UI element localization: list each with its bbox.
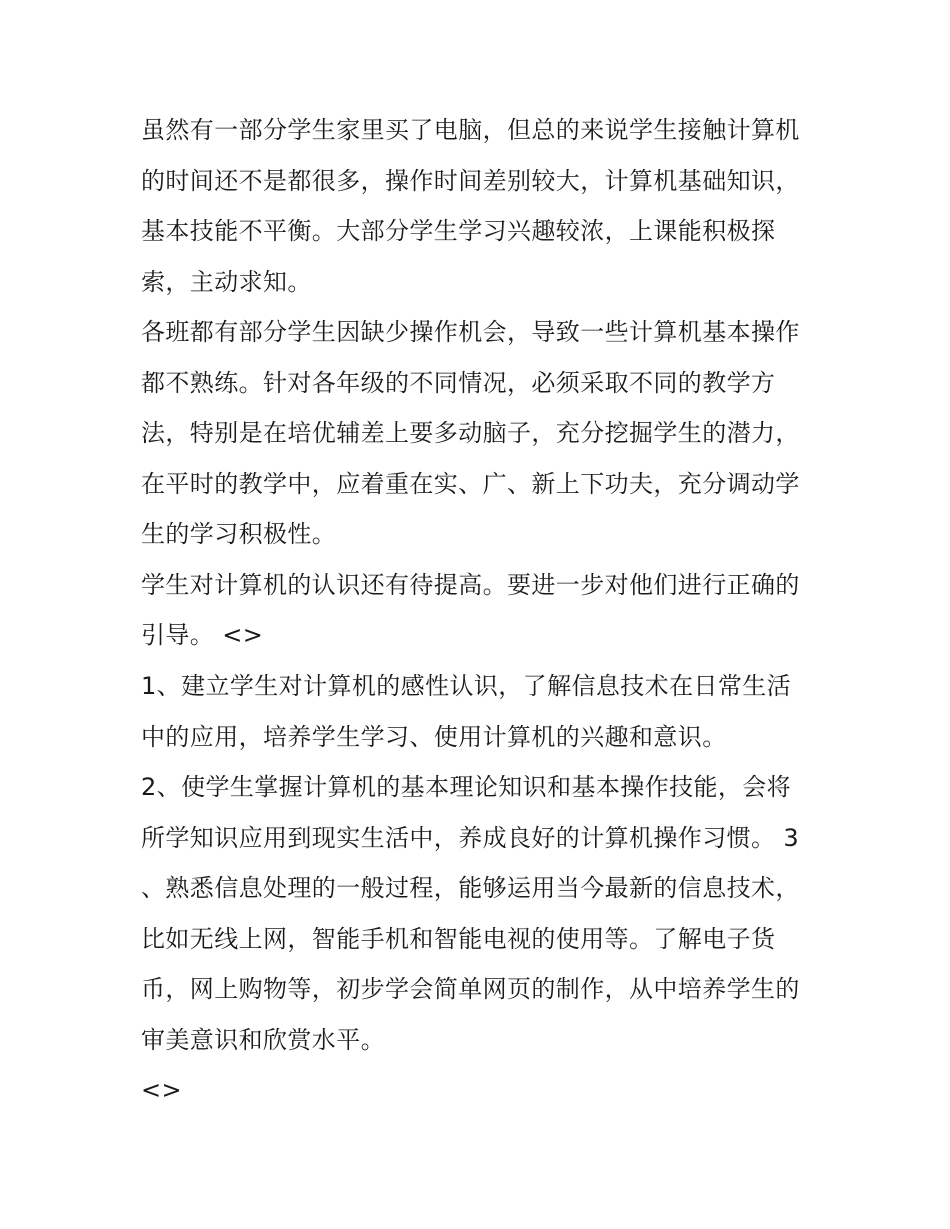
text-line: 审美意识和欣赏水平。 bbox=[141, 1026, 385, 1054]
text-line: 引导。 <> bbox=[141, 621, 264, 649]
text-line: 索，主动求知。 bbox=[141, 268, 312, 296]
text-line: 在平时的教学中，应着重在实、广、新上下功夫，充分调动学 bbox=[141, 470, 800, 498]
text-line: 1、建立学生对计算机的感性认识，了解信息技术在日常生活 bbox=[141, 672, 792, 700]
text-line: 2、使学生掌握计算机的基本理论知识和基本操作技能，会将 bbox=[141, 773, 792, 801]
text-line: 虽然有一部分学生家里买了电脑，但总的来说学生接触计算机 bbox=[141, 116, 800, 144]
text-line: 的时间还不是都很多，操作时间差别较大，计算机基础知识， bbox=[141, 167, 800, 195]
text-line: 中的应用，培养学生学习、使用计算机的兴趣和意识。 bbox=[141, 723, 727, 751]
text-line: 基本技能不平衡。大部分学生学习兴趣较浓，上课能积极探 bbox=[141, 217, 776, 245]
text-line: 、熟悉信息处理的一般过程，能够运用当今最新的信息技术， bbox=[141, 874, 800, 902]
text-line: <> bbox=[141, 1076, 183, 1104]
text-line: 都不熟练。针对各年级的不同情况，必须采取不同的教学方 bbox=[141, 369, 776, 397]
text-line: 各班都有部分学生因缺少操作机会，导致一些计算机基本操作 bbox=[141, 318, 800, 346]
text-line: 生的学习积极性。 bbox=[141, 520, 337, 548]
text-line: 法，特别是在培优辅差上要多动脑子，充分挖掘学生的潜力， bbox=[141, 419, 800, 447]
text-line: 币，网上购物等，初步学会简单网页的制作，从中培养学生的 bbox=[141, 975, 800, 1003]
text-line: 所学知识应用到现实生活中，养成良好的计算机操作习惯。 3 bbox=[141, 824, 800, 852]
text-line: 比如无线上网，智能手机和智能电视的使用等。了解电子货 bbox=[141, 925, 776, 953]
text-line: 学生对计算机的认识还有待提高。要进一步对他们进行正确的 bbox=[141, 571, 800, 599]
